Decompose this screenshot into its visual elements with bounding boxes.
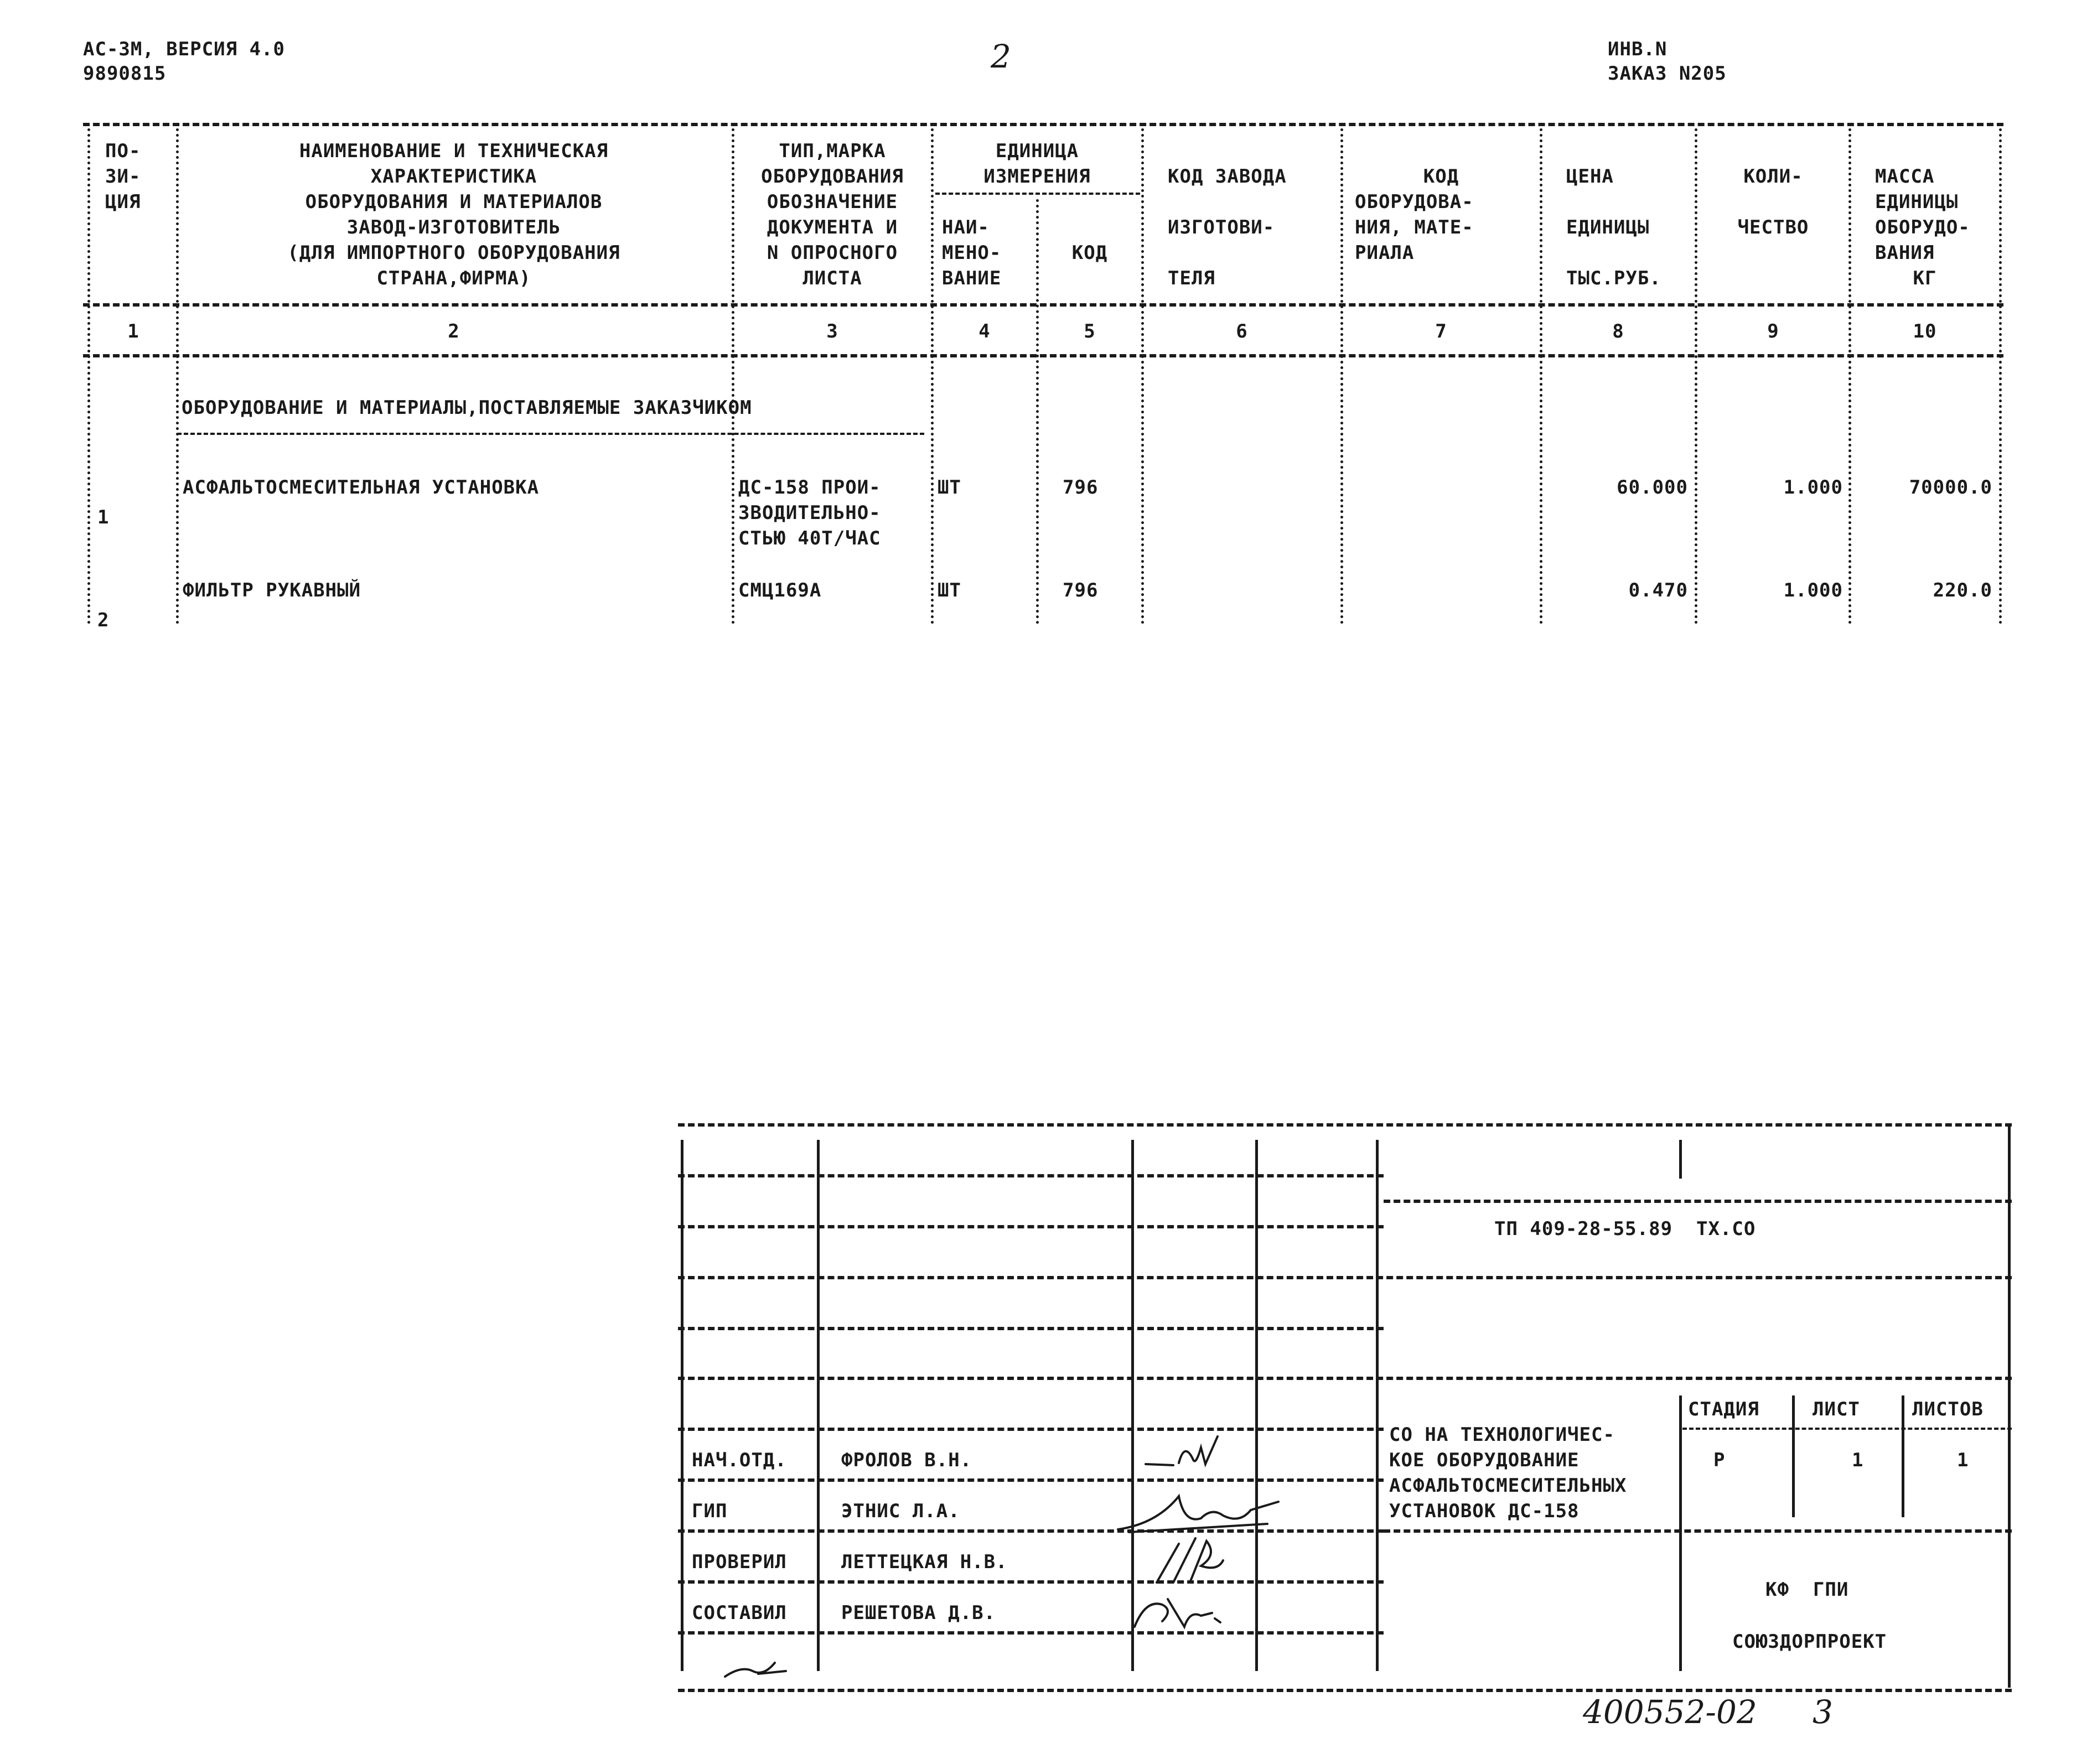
stamp-vline [1679, 1140, 1682, 1179]
sheets-value: 1 [1957, 1449, 1969, 1471]
stamp-rule [678, 1123, 2012, 1127]
row-type-line: ЗВОДИТЕЛЬНО- [738, 502, 881, 524]
scribble-mark [719, 1654, 797, 1682]
header-bottom-rule [83, 303, 2003, 307]
signature-etnis [1112, 1485, 1290, 1540]
row-mass: 220.0 [1933, 579, 1992, 601]
stamp-vline [1255, 1140, 1258, 1671]
system-version: АС-3М, ВЕРСИЯ 4.0 [83, 38, 285, 60]
sheet-value: 1 [1852, 1449, 1864, 1471]
header-line: (ДЛЯ ИМПОРТНОГО ОБОРУДОВАНИЯ [287, 242, 620, 264]
header-line: МАССА [1875, 165, 1935, 188]
header-line: ВАНИЯ [1875, 242, 1935, 264]
header-line: ЛИСТА [802, 267, 862, 289]
col-sep-5 [1141, 128, 1144, 624]
signer-name: ЭТНИС Л.А. [841, 1500, 960, 1522]
row-unit-code: 796 [1063, 476, 1099, 499]
stamp-rule [678, 1631, 1384, 1635]
column-number: 1 [127, 320, 139, 343]
header-line: НИЯ, МАТЕ- [1355, 216, 1474, 238]
header-line: ЦИЯ [105, 191, 141, 213]
section-underline [177, 433, 924, 435]
row-price: 0.470 [1628, 579, 1688, 601]
stage-value: Р [1713, 1449, 1726, 1471]
numbers-bottom-rule [83, 354, 2003, 357]
stamp-rule [1384, 1529, 2012, 1533]
header-line: ОБОРУДОВАНИЯ И МАТЕРИАЛОВ [305, 191, 603, 213]
stage-header: СТАДИЯ [1688, 1398, 1759, 1420]
row-type-line: ДС-158 ПРОИ- [738, 476, 881, 499]
stamp-vline [1902, 1395, 1904, 1517]
col-sep-6 [1340, 128, 1343, 624]
col-sep-1 [176, 128, 179, 624]
stamp-rule [678, 1478, 1384, 1482]
row-unit: ШТ [938, 579, 961, 601]
section-title: ОБОРУДОВАНИЕ И МАТЕРИАЛЫ,ПОСТАВЛЯЕМЫЕ ЗАКАЗЧИКОМ [182, 397, 752, 419]
header-line: КОД [1071, 242, 1108, 264]
header-line: ОБОЗНАЧЕНИЕ [767, 191, 898, 213]
row-quantity: 1.000 [1783, 476, 1843, 499]
signer-role: ГИП [692, 1500, 728, 1522]
column-number: 8 [1612, 320, 1624, 343]
header-line: РИАЛА [1355, 242, 1415, 264]
column-number: 4 [978, 320, 991, 343]
stamp-vline [681, 1140, 683, 1671]
stamp-vline [1792, 1395, 1795, 1517]
header-line: ИЗГОТОВИ- [1168, 216, 1275, 238]
col-sep-7 [1540, 128, 1542, 624]
signer-role: ПРОВЕРИЛ [692, 1551, 787, 1573]
stamp-title-line: АСФАЛЬТОСМЕСИТЕЛЬНЫХ [1389, 1475, 1627, 1497]
stamp-title-line: СО НА ТЕХНОЛОГИЧЕС- [1389, 1424, 1615, 1446]
row-quantity: 1.000 [1783, 579, 1843, 601]
row-position: 2 [97, 609, 110, 631]
signature-frolov [1140, 1431, 1229, 1475]
col-sep-4 [1036, 199, 1039, 624]
header-line: ЕДИНИЦА [995, 140, 1079, 162]
column-number: 3 [826, 320, 838, 343]
stamp-title-line: УСТАНОВОК ДС-158 [1389, 1500, 1580, 1522]
header-line: N ОПРОСНОГО [767, 242, 898, 264]
stamp-vline [1679, 1395, 1682, 1671]
header-line: ВАНИЕ [942, 267, 1002, 289]
order-number: ЗАКАЗ N205 [1608, 63, 1727, 85]
signer-name: РЕШЕТОВА Д.В. [841, 1602, 996, 1624]
row-name: АСФАЛЬТОСМЕСИТЕЛЬНАЯ УСТАНОВКА [183, 476, 540, 499]
signer-role: СОСТАВИЛ [692, 1602, 787, 1624]
column-number: 9 [1767, 320, 1779, 343]
column-number: 7 [1435, 320, 1447, 343]
signature-lettetskaya [1146, 1533, 1234, 1588]
stamp-vline [1376, 1140, 1379, 1671]
sheet-header: ЛИСТ [1813, 1398, 1860, 1420]
col-sep-8 [1695, 128, 1697, 624]
signer-name: ЛЕТТЕЦКАЯ Н.В. [841, 1551, 1008, 1573]
header-line: НАИ- [942, 216, 990, 238]
column-number: 10 [1913, 320, 1937, 343]
organization-line: СОЮЗДОРПРОЕКТ [1732, 1631, 1887, 1653]
stamp-title-line: КОЕ ОБОРУДОВАНИЕ [1389, 1449, 1580, 1471]
stamp-rule [678, 1428, 1384, 1431]
stamp-rule [678, 1174, 1384, 1177]
col-sep-right [1999, 128, 2002, 624]
document-designation: ТП 409-28-55.89 ТХ.СО [1494, 1218, 1756, 1240]
col-sep-2 [732, 128, 734, 624]
row-unit: ШТ [938, 476, 961, 499]
col-sep-left [87, 128, 90, 624]
header-line: СТРАНА,ФИРМА) [376, 267, 531, 289]
row-mass: 70000.0 [1909, 476, 1992, 499]
header-line: ПО- [105, 140, 141, 162]
row-type-line: СМЦ169А [738, 579, 822, 601]
stamp-rule [1682, 1428, 2012, 1430]
signer-role: НАЧ.ОТД. [692, 1449, 787, 1471]
stamp-rule [678, 1225, 1384, 1228]
header-line: КОД [1423, 165, 1459, 188]
stamp-vline [817, 1140, 820, 1671]
organization-line: КФ ГПИ [1765, 1579, 1849, 1601]
header-line: ОБОРУДОВА- [1355, 191, 1474, 213]
table-top-rule [83, 123, 2003, 126]
header-line: ЦЕНА [1566, 165, 1614, 188]
signature-reshetova [1129, 1588, 1229, 1638]
stamp-rule [678, 1689, 2012, 1692]
stamp-rule [678, 1276, 2012, 1279]
stamp-vline [2008, 1123, 2011, 1688]
header-line: ТЕЛЯ [1168, 267, 1215, 289]
archive-number: 400552-02 [1583, 1693, 1757, 1731]
header-line: МЕНО- [942, 242, 1002, 264]
header-line: ЕДИНИЦЫ [1875, 191, 1959, 213]
header-line: ИЗМЕРЕНИЯ [983, 165, 1091, 188]
sheet-mark: 3 [1813, 1693, 1833, 1731]
row-price: 60.000 [1617, 476, 1688, 499]
header-line: ОБОРУДО- [1875, 216, 1970, 238]
col-sep-3 [931, 128, 934, 624]
stamp-rule [1384, 1200, 2012, 1203]
sheets-header: ЛИСТОВ [1912, 1398, 1984, 1420]
header-line: ДОКУМЕНТА И [767, 216, 898, 238]
col-sep-9 [1848, 128, 1851, 624]
page-number: 2 [991, 38, 1011, 75]
stamp-rule [678, 1377, 2012, 1380]
header-line: НАИМЕНОВАНИЕ И ТЕХНИЧЕСКАЯ [299, 140, 609, 162]
row-type-line: СТЬЮ 40Т/ЧАС [738, 527, 881, 549]
row-unit-code: 796 [1063, 579, 1099, 601]
row-position: 1 [97, 506, 110, 528]
header-line: ХАРАКТЕРИСТИКА [370, 165, 537, 188]
stamp-rule [678, 1580, 1384, 1584]
header-line: ЕДИНИЦЫ [1566, 216, 1650, 238]
column-number: 5 [1084, 320, 1096, 343]
inventory-label: ИНВ.N [1608, 38, 1668, 60]
header-line: ТЫС.РУБ. [1566, 267, 1661, 289]
row-name: ФИЛЬТР РУКАВНЫЙ [183, 579, 361, 601]
column-number: 6 [1236, 320, 1248, 343]
header-line: ТИП,МАРКА [779, 140, 886, 162]
header-line: КОЛИ- [1743, 165, 1803, 188]
stamp-rule [678, 1327, 1384, 1330]
header-line: ЧЕСТВО [1737, 216, 1809, 238]
print-code: 9890815 [83, 63, 167, 85]
header-line: ОБОРУДОВАНИЯ [761, 165, 904, 188]
unit-group-rule [935, 193, 1140, 195]
header-line: ЗИ- [105, 165, 141, 188]
header-line: КОД ЗАВОДА [1168, 165, 1287, 188]
header-line: ЗАВОД-ИЗГОТОВИТЕЛЬ [346, 216, 561, 238]
header-line: КГ [1913, 267, 1937, 289]
signer-name: ФРОЛОВ В.Н. [841, 1449, 972, 1471]
column-number: 2 [448, 320, 460, 343]
